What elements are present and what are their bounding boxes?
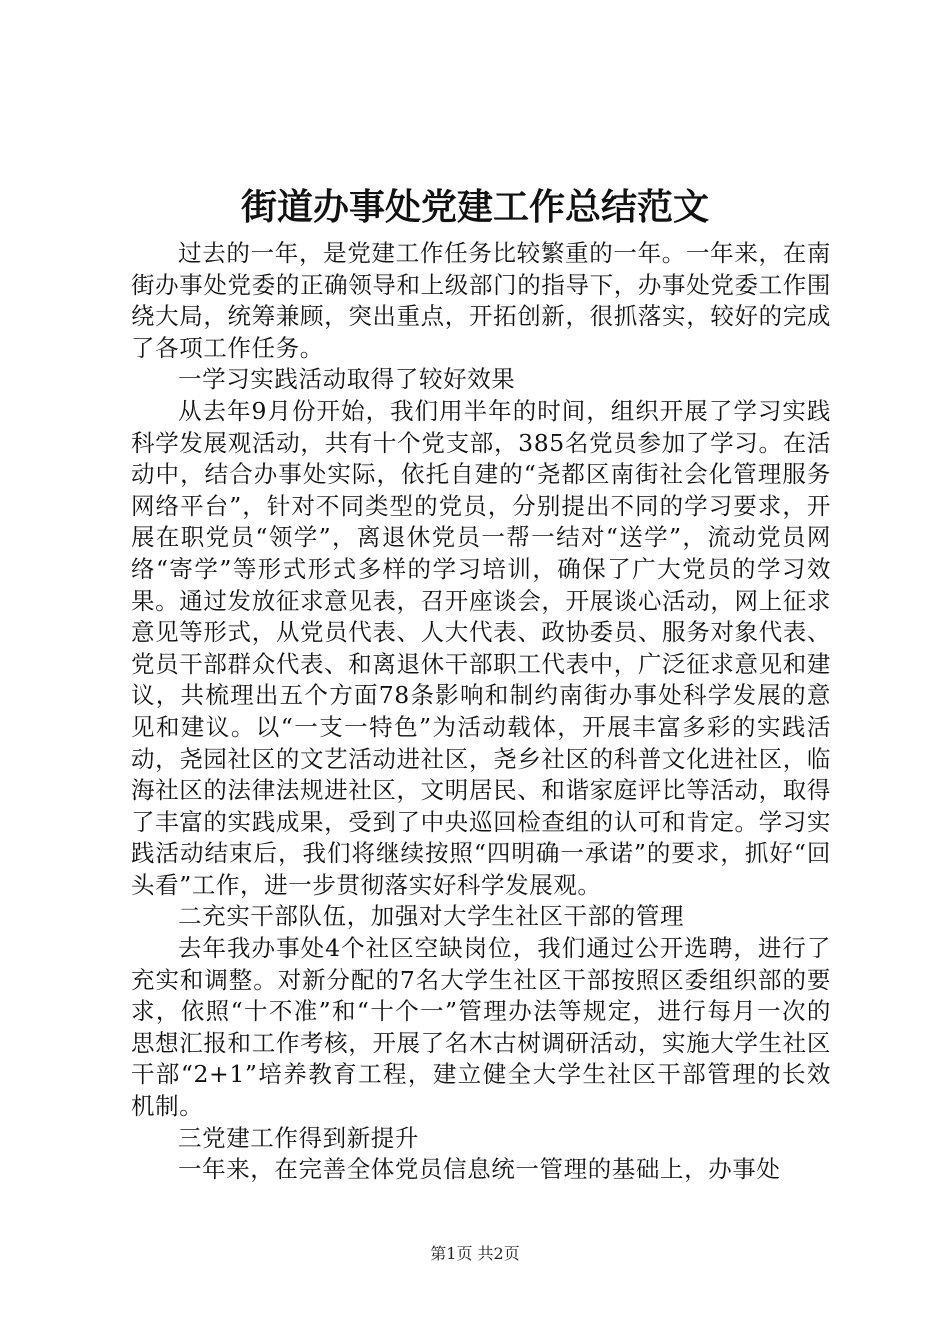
document-body	[131, 238, 831, 1186]
paragraph-section-2: 去年我办事处4个社区空缺岗位，我们通过公开选聘，进行了充实和调整。对新分配的7名大学生社区干部按照区委组织部的要求，依照“十不准”和“十个一”管理办法等规定，进行每月一次的思想汇报和工作考核，开展了名木古树调研活动，实施大学生社区干部“2+1”培养教育工程，建立健全大学生社区干部管理的长效机制。	[131, 934, 831, 1121]
section-heading-1: 一学习实践活动取得了较好效果	[178, 365, 516, 394]
paragraph-intro: 过去的一年，是党建工作任务比较繁重的一年。一年来，在南街办事处党委的正确领导和上级部门的指导下，办事处党委工作围绕大局，统筹兼顾，突出重点，开拓创新，很抓落实，较好的完成了各项工作任务。	[131, 239, 831, 362]
document-title: 街道办事处党建工作总结范文	[240, 187, 709, 228]
section-heading-3: 三党建工作得到新提升	[178, 1123, 419, 1152]
paragraph-section-3: 一年来，在完善全体党员信息统一管理的基础上，办事处	[178, 1155, 781, 1184]
paragraph-section-1: 从去年9月份开始，我们用半年的时间，组织开展了学习实践科学发展观活动，共有十个党支部，385名党员参加了学习。在活动中，结合办事处实际，依托自建的“尧都区南街社会化管理服务网络平台”，针对不同类型的党员，分别提出不同的学习要求，开展在职党员“领学”，离退休党员一帮一结对“送学”，流动党员网络“寄学”等形式形式多样的学习培训，确保了广大党员的学习效果。通过发放征求意见表，召开座谈会，开展谈心活动，网上征求意见等形式，从党员代表、人大代表、政协委员、服务对象代表、党员干部群众代表、和离退休干部职工代表中，广泛征求意见和建议，共梳理出五个方面78条影响和制约南街办事处科学发展的意见和建议。以“一支一特色”为活动载体，开展丰富多彩的实践活动，尧园社区的文艺活动进社区，尧乡社区的科普文化进社区，临海社区的法律法规进社区，文明居民、和谐家庭评比等活动，取得了丰富的实践成果，受到了中央巡回检查组的认可和肯定。学习实践活动结束后，我们将继续按照“四明确一承诺”的要求，抓好“回头看”工作，进一步贯彻落实好科学发展观。	[131, 396, 831, 899]
page-number-footer: 第1页 共2页	[430, 1244, 520, 1263]
section-heading-2: 二充实干部队伍，加强对大学生社区干部的管理	[178, 902, 685, 931]
